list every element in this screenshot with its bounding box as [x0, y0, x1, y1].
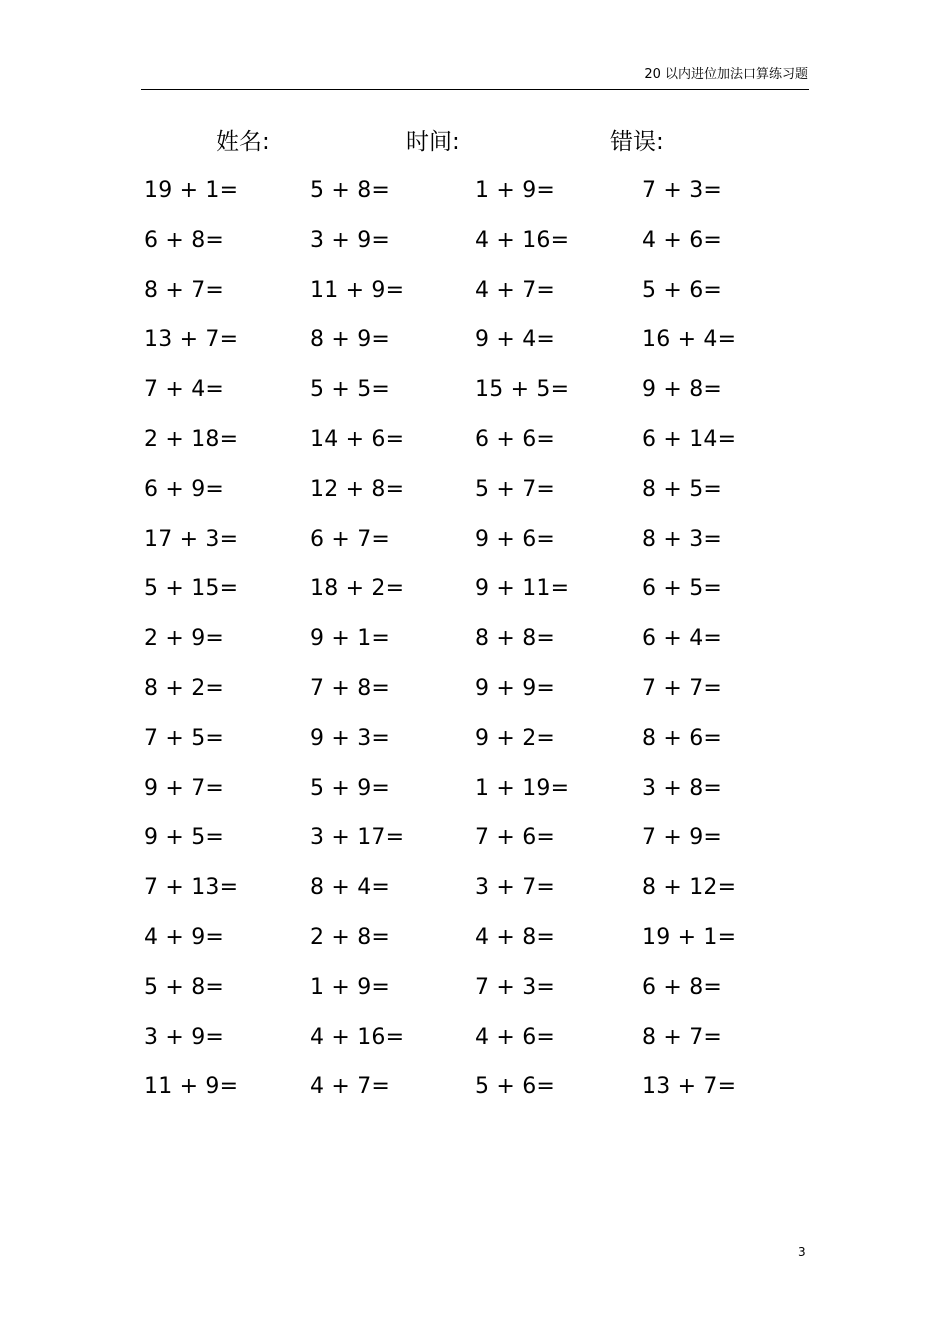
problem-r12-c4: 8 + 6= [642, 725, 723, 751]
problem-r9-c2: 18 + 2= [310, 576, 405, 602]
problem-r2-c3: 4 + 16= [475, 227, 570, 253]
problem-r1-c2: 5 + 8= [310, 178, 391, 203]
problem-r5-c4: 9 + 8= [642, 377, 723, 403]
name-label: 姓名: [216, 129, 270, 155]
problem-r16-c3: 4 + 8= [475, 925, 556, 950]
problem-r10-c1: 2 + 9= [144, 626, 225, 652]
problem-r1-c1: 19 + 1= [144, 178, 239, 203]
problem-r5-c2: 5 + 5= [310, 377, 391, 403]
problem-r7-c4: 8 + 5= [642, 476, 723, 502]
problem-r12-c2: 9 + 3= [310, 725, 391, 751]
problem-r9-c4: 6 + 5= [642, 576, 723, 602]
header-divider [141, 89, 809, 90]
problem-r9-c1: 5 + 15= [144, 576, 239, 602]
problem-r2-c2: 3 + 9= [310, 227, 391, 253]
problem-r11-c1: 8 + 2= [144, 676, 225, 701]
problem-r17-c3: 7 + 3= [475, 974, 556, 1000]
problem-r19-c1: 11 + 9= [144, 1074, 239, 1100]
problem-r6-c1: 2 + 18= [144, 427, 239, 452]
problem-r11-c4: 7 + 7= [642, 676, 723, 701]
problem-r4-c4: 16 + 4= [642, 327, 737, 353]
problem-r16-c1: 4 + 9= [144, 925, 225, 950]
problem-r16-c4: 19 + 1= [642, 925, 737, 950]
problem-r7-c3: 5 + 7= [475, 476, 556, 502]
problem-r2-c4: 4 + 6= [642, 227, 723, 253]
problem-r6-c2: 14 + 6= [310, 427, 405, 452]
problem-r3-c2: 11 + 9= [310, 277, 405, 303]
problem-r4-c2: 8 + 9= [310, 327, 391, 353]
problem-r4-c1: 13 + 7= [144, 327, 239, 353]
problem-r1-c3: 1 + 9= [475, 178, 556, 203]
problem-r19-c4: 13 + 7= [642, 1074, 737, 1100]
problem-r10-c3: 8 + 8= [475, 626, 556, 652]
problem-r14-c4: 7 + 9= [642, 825, 723, 851]
problem-r15-c4: 8 + 12= [642, 875, 737, 901]
time-label: 时间: [406, 129, 460, 155]
problem-r14-c1: 9 + 5= [144, 825, 225, 851]
problem-r18-c3: 4 + 6= [475, 1024, 556, 1050]
page-number: 3 [798, 1245, 806, 1259]
problem-r3-c3: 4 + 7= [475, 277, 556, 303]
problem-r9-c3: 9 + 11= [475, 576, 570, 602]
problem-r19-c2: 4 + 7= [310, 1074, 391, 1100]
student-info-row [0, 126, 950, 160]
problem-r4-c3: 9 + 4= [475, 327, 556, 353]
problem-r8-c3: 9 + 6= [475, 526, 556, 552]
problem-r5-c3: 15 + 5= [475, 377, 570, 403]
problem-r7-c2: 12 + 8= [310, 476, 405, 502]
worksheet-title: 20 以内进位加法口算练习题 [644, 67, 808, 82]
problem-r19-c3: 5 + 6= [475, 1074, 556, 1100]
problem-r17-c4: 6 + 8= [642, 974, 723, 1000]
problem-r1-c4: 7 + 3= [642, 178, 723, 203]
problem-r18-c1: 3 + 9= [144, 1024, 225, 1050]
problem-r11-c3: 9 + 9= [475, 676, 556, 701]
problem-r6-c4: 6 + 14= [642, 427, 737, 452]
problem-r15-c1: 7 + 13= [144, 875, 239, 901]
problem-r3-c4: 5 + 6= [642, 277, 723, 303]
problem-r8-c1: 17 + 3= [144, 526, 239, 552]
problem-r11-c2: 7 + 8= [310, 676, 391, 701]
problem-r12-c3: 9 + 2= [475, 725, 556, 751]
problem-r8-c4: 8 + 3= [642, 526, 723, 552]
problem-r17-c1: 5 + 8= [144, 974, 225, 1000]
problem-r18-c4: 8 + 7= [642, 1024, 723, 1050]
problem-r7-c1: 6 + 9= [144, 476, 225, 502]
problem-r15-c3: 3 + 7= [475, 875, 556, 901]
errors-label: 错误: [610, 129, 664, 155]
problem-r2-c1: 6 + 8= [144, 227, 225, 253]
problem-r17-c2: 1 + 9= [310, 974, 391, 1000]
problem-r5-c1: 7 + 4= [144, 377, 225, 403]
problem-r13-c3: 1 + 19= [475, 775, 570, 801]
problem-r14-c3: 7 + 6= [475, 825, 556, 851]
problem-r12-c1: 7 + 5= [144, 725, 225, 751]
problem-r13-c4: 3 + 8= [642, 775, 723, 801]
problem-r10-c2: 9 + 1= [310, 626, 391, 652]
problem-r14-c2: 3 + 17= [310, 825, 405, 851]
problem-r13-c2: 5 + 9= [310, 775, 391, 801]
problem-r13-c1: 9 + 7= [144, 775, 225, 801]
problem-r6-c3: 6 + 6= [475, 427, 556, 452]
problem-r8-c2: 6 + 7= [310, 526, 391, 552]
problem-r15-c2: 8 + 4= [310, 875, 391, 901]
problem-r3-c1: 8 + 7= [144, 277, 225, 303]
problem-r16-c2: 2 + 8= [310, 925, 391, 950]
problem-r10-c4: 6 + 4= [642, 626, 723, 652]
problem-r18-c2: 4 + 16= [310, 1024, 405, 1050]
